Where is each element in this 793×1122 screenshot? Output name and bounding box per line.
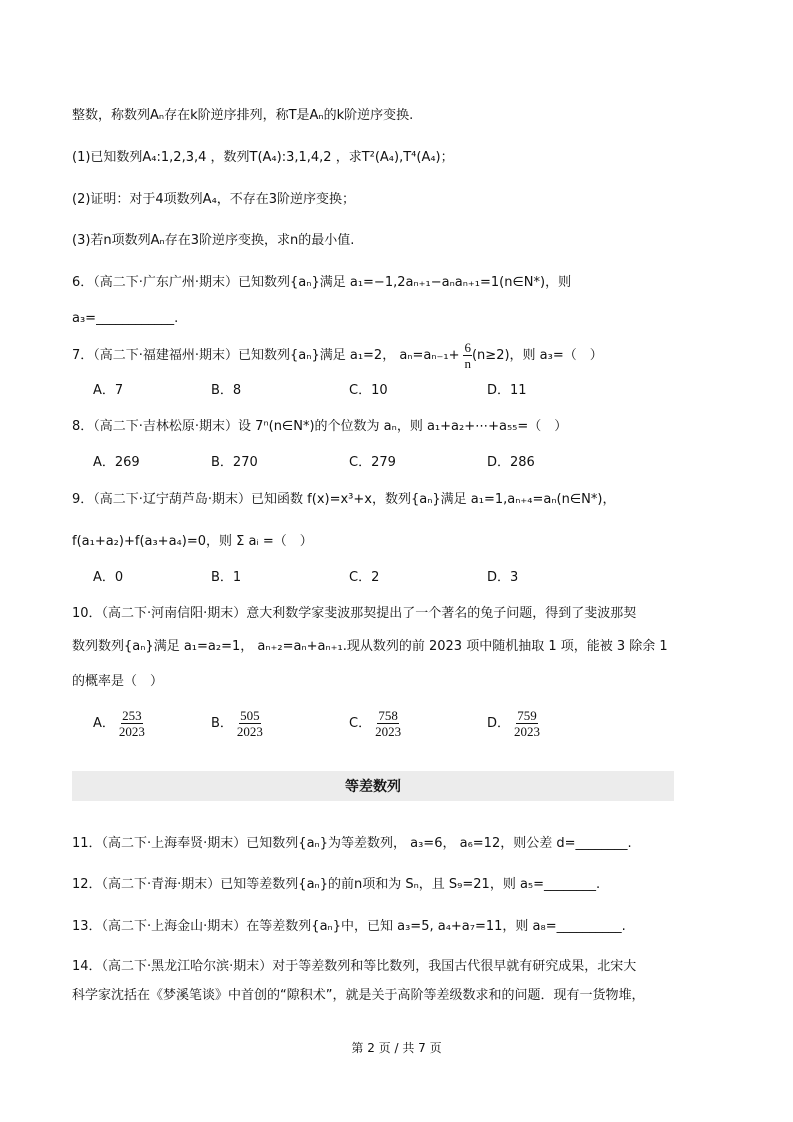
fraction-numerator: 505 [240, 708, 260, 723]
text-line-4: (3)若n项数列Aₙ存在3阶逆序变换，求n的最小值. [72, 233, 355, 248]
option-a: A．7 [93, 383, 124, 398]
question-8-options [93, 453, 713, 473]
option-a: A．0 [93, 570, 124, 585]
option-fraction [119, 708, 145, 739]
section-header [72, 771, 674, 801]
option-c [349, 708, 401, 739]
fraction-denominator: n [464, 356, 471, 371]
option-a [93, 708, 145, 739]
fraction-denominator: 2023 [236, 724, 263, 739]
option-label: B． [211, 716, 233, 731]
question-11: 11．（高二下·上海奉贤·期末）已知数列{aₙ}为等差数列， a₃=6， a₆=12，则公差 d=________. [72, 836, 632, 851]
question-7-tail: (n≥2)，则 a₃=（ ） [471, 348, 603, 363]
question-9-line-2: f(a₁+a₂)+f(a₃+a₄)=0，则 Σ aᵢ =（ ） [72, 534, 313, 549]
question-12: 12．（高二下·青海·期末）已知等差数列{aₙ}的前n项和为 Sₙ，且 S₉=21，则 a₅=________. [72, 877, 601, 892]
option-c: C．2 [349, 570, 380, 585]
fraction-denominator: 2023 [514, 724, 541, 739]
question-10-line-2: 数列数列{aₙ}满足 a₁=a₂=1， aₙ₊₂=aₙ+aₙ₊₁.现从数列的前 2023 项中随机抽取 1 项，能被 3 除余 1 [72, 639, 668, 654]
fraction-numerator: 6 [464, 340, 471, 355]
option-fraction [237, 708, 263, 739]
question-6-line-1: 6．（高二下·广东广州·期末）已知数列{aₙ}满足 a₁=−1,2aₙ₊₁−aₙaₙ₊₁=1(n∈N*)，则 [72, 275, 572, 290]
fraction-numerator: 758 [378, 708, 398, 723]
question-7-fraction [463, 340, 472, 371]
option-d: D．11 [487, 383, 527, 398]
option-c: C．279 [349, 455, 396, 470]
question-14-line-2: 科学家沈括在《梦溪笔谈》中首创的“隙积术”，就是关于高阶等差级数求和的问题．现有一货物堆， [72, 988, 645, 1003]
fraction-numerator: 253 [122, 708, 142, 723]
text-line-1: 整数，称数列Aₙ存在k阶逆序排列，称T是Aₙ的k阶逆序变换. [72, 108, 414, 123]
question-7 [72, 340, 603, 371]
fraction-denominator: 2023 [118, 724, 145, 739]
option-label: C． [349, 716, 372, 731]
question-10-line-3: 的概率是（ ） [72, 674, 164, 689]
option-b: B．270 [211, 455, 258, 470]
option-d: D．3 [487, 570, 519, 585]
question-9-options [93, 568, 713, 588]
option-fraction [514, 708, 540, 739]
page-footer: 第 2 页 / 共 7 页 [351, 1041, 442, 1055]
option-fraction [375, 708, 401, 739]
section-title: 等差数列 [345, 779, 401, 795]
option-d: D．286 [487, 455, 535, 470]
question-9-line-1: 9．（高二下·辽宁葫芦岛·期末）已知函数 f(x)=x³+x，数列{aₙ}满足 a₁=1,aₙ₊₄=aₙ(n∈N*)， [72, 492, 616, 507]
question-7-text: 7．（高二下·福建福州·期末）已知数列{aₙ}满足 a₁=2， aₙ=aₙ₋₁+ [72, 348, 460, 363]
option-label: A． [93, 716, 115, 731]
option-b [211, 708, 263, 739]
text-line-2: (1)已知数列A₄:1,2,3,4 ，数列T(A₄):3,1,4,2 ，求T²(A₄),T⁴(A₄)； [72, 150, 454, 165]
option-d [487, 708, 540, 739]
question-8: 8．（高二下·吉林松原·期末）设 7ⁿ(n∈N*)的个位数为 aₙ，则 a₁+a₂+⋯+a₅₅=（ ） [72, 419, 568, 434]
option-b: B．8 [211, 383, 242, 398]
text-line-3: (2)证明：对于4项数列A₄，不存在3阶逆序变换； [72, 192, 356, 207]
question-13: 13．（高二下·上海金山·期末）在等差数列{aₙ}中，已知 a₃=5, a₄+a₇=11，则 a₈=__________. [72, 919, 626, 934]
question-10-options [93, 708, 713, 740]
option-label: D． [487, 716, 511, 731]
question-7-options [93, 381, 713, 401]
question-10-line-1: 10．（高二下·河南信阳·期末）意大利数学家斐波那契提出了一个著名的兔子问题，得到了斐波那契 [72, 606, 637, 621]
question-14-line-1: 14．（高二下·黑龙江哈尔滨·期末）对于等差数列和等比数列，我国古代很早就有研究成果，北宋大 [72, 959, 637, 974]
option-c: C．10 [349, 383, 388, 398]
fraction-numerator: 759 [517, 708, 537, 723]
question-6-line-2: a₃=____________. [72, 311, 179, 326]
option-b: B．1 [211, 570, 242, 585]
option-a: A．269 [93, 455, 140, 470]
fraction-denominator: 2023 [375, 724, 402, 739]
